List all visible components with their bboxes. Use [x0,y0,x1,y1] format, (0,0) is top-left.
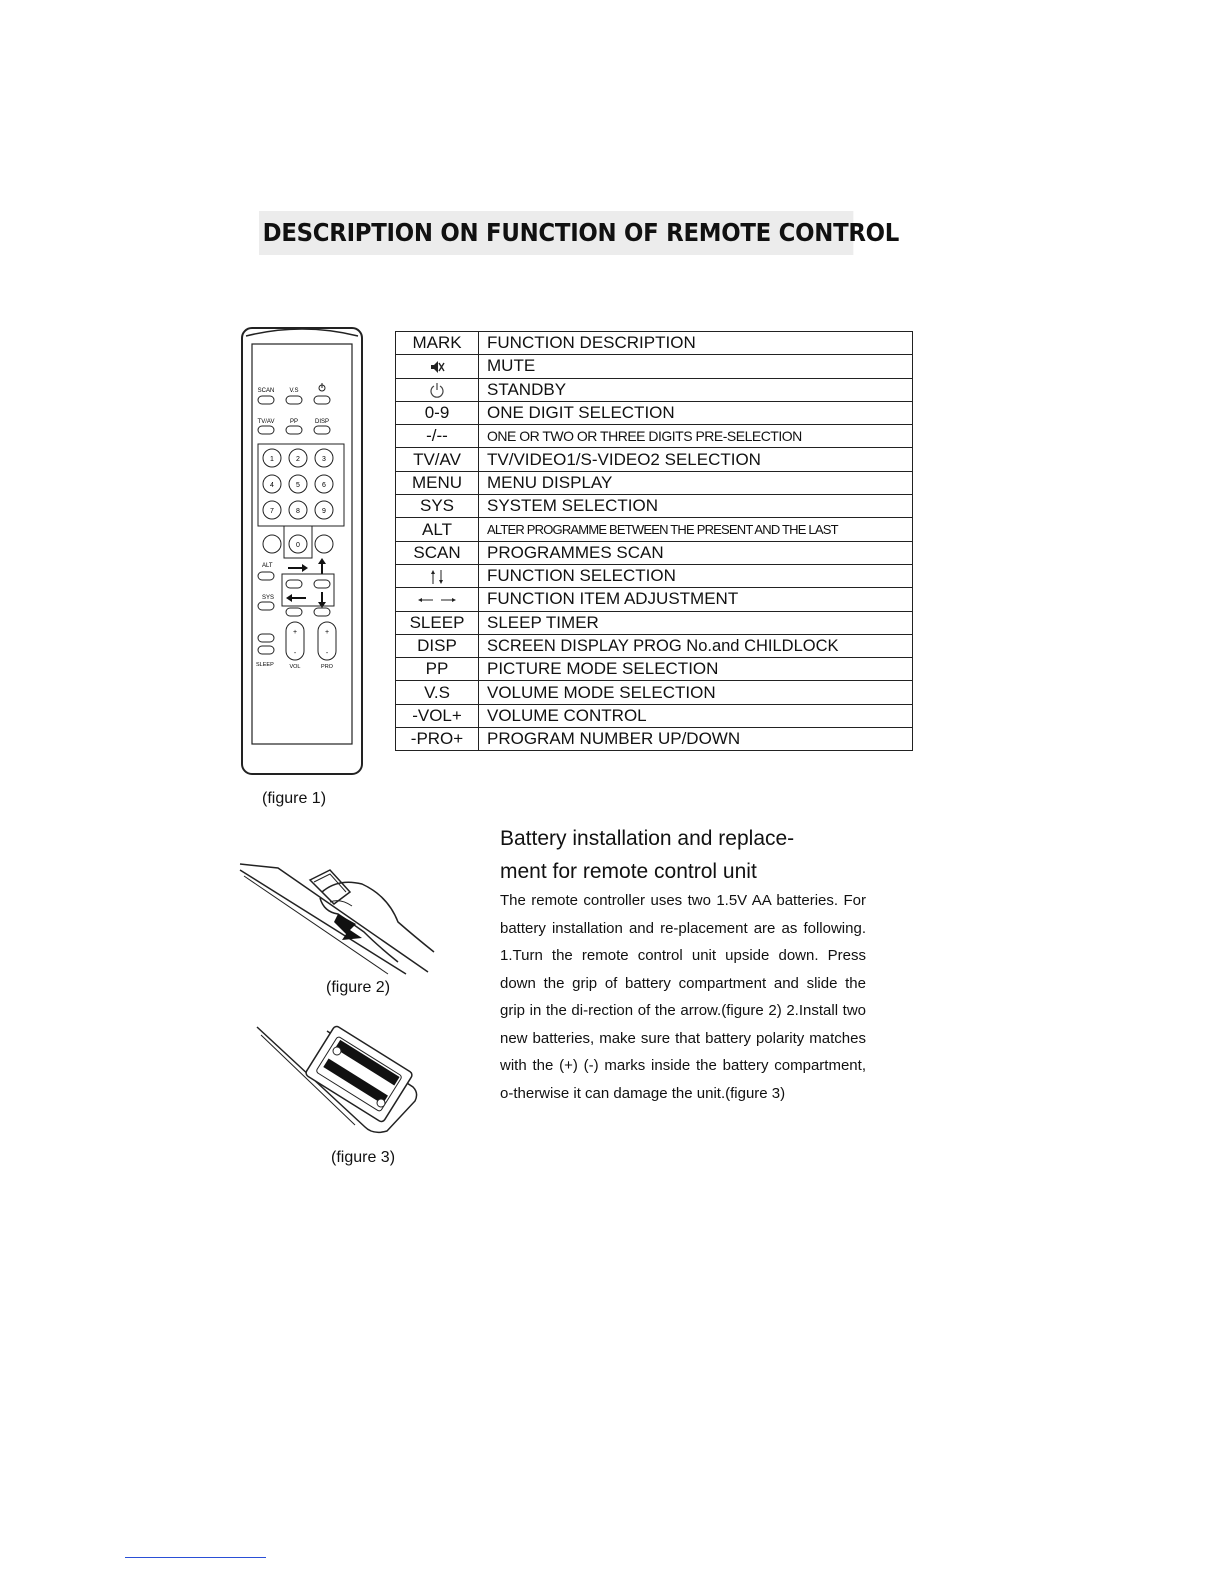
table-cell-mark: TV/AV [396,448,479,471]
table-cell-description: ALTER PROGRAMME BETWEEN THE PRESENT AND THE LAST [479,518,913,541]
remote-label-scan: SCAN [257,388,275,394]
table-header-row [396,332,913,355]
table-row [396,448,913,471]
remote-label-tvav: TV/AV [257,419,275,425]
table-row [396,634,913,657]
table-cell-description: FUNCTION SELECTION [479,564,913,587]
remote-label-disp: DISP [314,419,330,425]
table-row [396,355,913,378]
table-row [396,471,913,494]
battery-instructions: The remote controller uses two 1.5V AA batteries. For battery installation and re-placement are as following. 1.Turn the remote control unit upside down. Press down the grip of battery compartment and slide the grip in the di-rection of the arrow.(figure 2) 2.Install two new batteries, make sure that battery polarity matches with the (+) (-) marks inside the battery compartment, o-therwise it can damage the unit.(figure 3) [500,892,866,1102]
table-row [396,564,913,587]
remote-label-pp: PP [289,419,299,425]
remote-digit: 1 [270,456,274,463]
function-table [395,331,913,751]
table-row [396,681,913,704]
table-cell-description: SYSTEM SELECTION [479,495,913,518]
remote-digit: 4 [270,482,274,489]
up-down-arrows-icon [427,569,447,585]
table-cell-description: FUNCTION ITEM ADJUSTMENT [479,588,913,611]
table-row [396,611,913,634]
svg-text:+: + [324,629,330,636]
table-cell-mark: ALT [396,518,479,541]
remote-digit: 7 [270,508,274,515]
table-row [396,495,913,518]
remote-label-sleep: SLEEP [256,662,274,668]
figure-2-caption: (figure 2) [326,979,391,996]
table-row [396,658,913,681]
remote-label-sys: SYS [262,595,275,601]
table-cell-description: VOLUME CONTROL [479,704,913,727]
table-row [396,401,913,424]
remote-label-alt: ALT [262,563,273,569]
figure-3-caption: (figure 3) [331,1149,396,1166]
remote-label-vol: VOL [289,664,301,670]
table-row [396,425,913,448]
table-cell-description: PROGRAM NUMBER UP/DOWN [479,728,913,751]
table-cell-description: ONE DIGIT SELECTION [479,401,913,424]
table-cell-mark: SLEEP [396,611,479,634]
svg-text:+: + [292,629,298,636]
remote-digit: 5 [296,482,300,489]
table-row [396,518,913,541]
table-cell-mark: -VOL+ [396,704,479,727]
remote-digit: 8 [296,508,300,515]
table-cell-description: TV/VIDEO1/S-VIDEO2 SELECTION [479,448,913,471]
table-cell-description: MUTE [479,355,913,378]
remote-label-vs: V.S [289,388,299,394]
table-row [396,728,913,751]
table-cell-description: PICTURE MODE SELECTION [479,658,913,681]
table-header-description: FUNCTION DESCRIPTION [479,332,913,355]
table-cell-description: ONE OR TWO OR THREE DIGITS PRE-SELECTION [479,425,913,448]
remote-label-pro: PRO [321,664,333,670]
battery-title-line-1: Battery installation and replace- [500,827,795,850]
table-cell-description: MENU DISPLAY [479,471,913,494]
figure-1-caption: (figure 1) [262,790,327,807]
table-cell-mark: -PRO+ [396,728,479,751]
svg-text:-: - [293,650,297,657]
battery-cover-removal-illustration [238,862,438,977]
table-cell-description: SCREEN DISPLAY PROG No.and CHILDLOCK [479,634,913,657]
table-cell-description: PROGRAMMES SCAN [479,541,913,564]
table-cell-description: VOLUME MODE SELECTION [479,681,913,704]
table-header-mark: MARK [396,332,479,355]
table-cell-description: SLEEP TIMER [479,611,913,634]
table-row [396,378,913,401]
left-right-arrows-icon [417,595,457,605]
table-row [396,704,913,727]
remote-digit: 9 [322,508,326,515]
table-cell-mark: -/-- [396,425,479,448]
battery-compartment-illustration [255,1025,425,1140]
battery-title-line-2: ment for remote control unit [500,860,757,883]
remote-digit: 0 [296,542,300,549]
battery-section-title [500,822,880,888]
table-cell-mark: SCAN [396,541,479,564]
remote-digit: 6 [322,482,326,489]
remote-control-illustration [238,322,368,778]
mute-icon [429,359,445,375]
table-cell-mark: SYS [396,495,479,518]
table-cell-description: STANDBY [479,378,913,401]
table-cell-mark: DISP [396,634,479,657]
table-row [396,588,913,611]
table-cell-mark: V.S [396,681,479,704]
power-icon [429,382,445,398]
remote-digit: 2 [296,456,300,463]
page-title: DESCRIPTION ON FUNCTION OF REMOTE CONTROL [259,211,853,255]
table-cell-mark: MENU [396,471,479,494]
remote-digit: 3 [322,456,326,463]
footer-rule [125,1557,266,1558]
svg-text:-: - [325,650,329,657]
table-cell-mark: PP [396,658,479,681]
table-row [396,541,913,564]
table-cell-mark: 0-9 [396,401,479,424]
